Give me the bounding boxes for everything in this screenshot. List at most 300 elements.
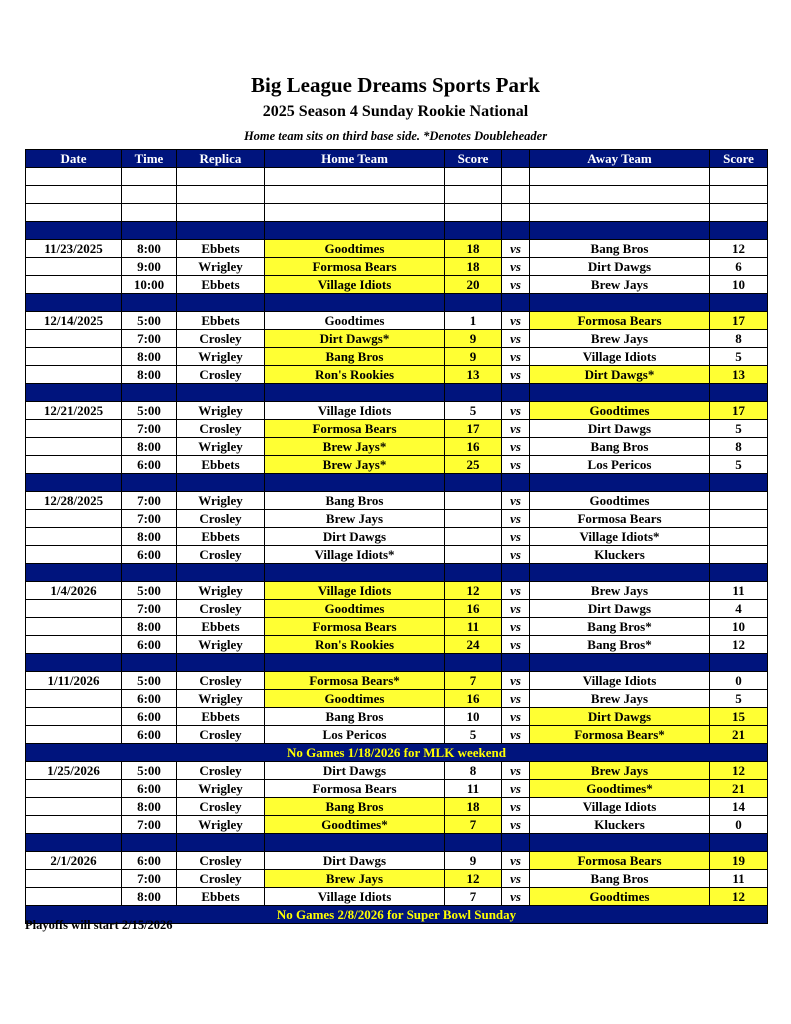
empty-cell <box>122 474 177 492</box>
away-team: Dirt Dawgs <box>530 258 710 276</box>
empty-cell <box>177 834 265 852</box>
vs-label: vs <box>502 870 530 888</box>
away-team: Bang Bros <box>530 438 710 456</box>
empty-cell <box>710 654 768 672</box>
away-score: 10 <box>710 618 768 636</box>
empty-cell <box>710 834 768 852</box>
home-team: Village Idiots <box>265 888 445 906</box>
home-score: 24 <box>445 636 502 654</box>
away-team: Bang Bros* <box>530 618 710 636</box>
home-team: Los Pericos <box>265 726 445 744</box>
home-score: 8 <box>445 762 502 780</box>
home-score: 7 <box>445 816 502 834</box>
game-date <box>26 438 122 456</box>
playoffs-note: Playoffs will start 2/15/2026 <box>25 918 173 932</box>
empty-cell <box>445 186 502 204</box>
empty-cell <box>530 564 710 582</box>
game-date <box>26 708 122 726</box>
separator-row <box>26 474 768 492</box>
vs-label: vs <box>502 690 530 708</box>
away-team: Goodtimes <box>530 492 710 510</box>
schedule-note: Home team sits on third base side. *Denotes Doubleheader <box>243 129 548 143</box>
vs-label: vs <box>502 600 530 618</box>
away-score: 5 <box>710 420 768 438</box>
game-time: 8:00 <box>122 888 177 906</box>
game-time: 7:00 <box>122 510 177 528</box>
empty-cell <box>445 474 502 492</box>
empty-cell <box>265 654 445 672</box>
empty-cell <box>445 564 502 582</box>
game-row <box>26 618 768 636</box>
empty-cell <box>122 294 177 312</box>
game-time: 6:00 <box>122 708 177 726</box>
away-score: 8 <box>710 330 768 348</box>
game-row <box>26 816 768 834</box>
game-time: 6:00 <box>122 852 177 870</box>
away-team: Kluckers <box>530 546 710 564</box>
game-date <box>26 330 122 348</box>
away-score: 21 <box>710 726 768 744</box>
game-replica: Wrigley <box>177 690 265 708</box>
game-row <box>26 330 768 348</box>
game-date <box>26 726 122 744</box>
empty-cell <box>502 294 530 312</box>
home-score: 18 <box>445 258 502 276</box>
home-score: 16 <box>445 438 502 456</box>
game-row <box>26 528 768 546</box>
col-header-away-score: Score <box>710 150 768 168</box>
blank-row <box>26 186 768 204</box>
home-score: 9 <box>445 330 502 348</box>
home-score: 17 <box>445 420 502 438</box>
away-team: Bang Bros <box>530 870 710 888</box>
game-replica: Crosley <box>177 798 265 816</box>
game-time: 8:00 <box>122 438 177 456</box>
game-replica: Ebbets <box>177 312 265 330</box>
vs-label: vs <box>502 330 530 348</box>
empty-cell <box>26 654 122 672</box>
home-score: 12 <box>445 870 502 888</box>
game-row <box>26 582 768 600</box>
vs-label: vs <box>502 726 530 744</box>
vs-label: vs <box>502 780 530 798</box>
game-replica: Wrigley <box>177 636 265 654</box>
home-score <box>445 546 502 564</box>
vs-label: vs <box>502 366 530 384</box>
away-score: 12 <box>710 636 768 654</box>
home-team: Brew Jays <box>265 510 445 528</box>
empty-cell <box>710 294 768 312</box>
vs-label: vs <box>502 348 530 366</box>
vs-label: vs <box>502 816 530 834</box>
empty-cell <box>710 186 768 204</box>
empty-cell <box>530 186 710 204</box>
separator-row <box>26 564 768 582</box>
away-team: Dirt Dawgs <box>530 600 710 618</box>
away-score <box>710 510 768 528</box>
home-team: Goodtimes <box>265 240 445 258</box>
game-date <box>26 456 122 474</box>
away-score: 11 <box>710 582 768 600</box>
separator-row <box>26 384 768 402</box>
vs-label: vs <box>502 258 530 276</box>
game-row <box>26 852 768 870</box>
game-date: 2/1/2026 <box>26 852 122 870</box>
game-row <box>26 672 768 690</box>
empty-cell <box>122 186 177 204</box>
empty-cell <box>445 384 502 402</box>
empty-cell <box>710 222 768 240</box>
vs-label: vs <box>502 510 530 528</box>
away-score: 15 <box>710 708 768 726</box>
game-time: 8:00 <box>122 528 177 546</box>
col-header-replica: Replica <box>177 150 265 168</box>
home-team: Formosa Bears <box>265 258 445 276</box>
game-date: 12/21/2025 <box>26 402 122 420</box>
vs-label: vs <box>502 546 530 564</box>
away-team: Village Idiots <box>530 348 710 366</box>
home-team: Brew Jays <box>265 870 445 888</box>
game-row <box>26 312 768 330</box>
away-score: 19 <box>710 852 768 870</box>
home-team: Village Idiots* <box>265 546 445 564</box>
empty-cell <box>265 204 445 222</box>
away-score: 12 <box>710 762 768 780</box>
home-team: Goodtimes <box>265 600 445 618</box>
game-replica: Wrigley <box>177 258 265 276</box>
separator-row <box>26 294 768 312</box>
away-team: Bang Bros* <box>530 636 710 654</box>
empty-cell <box>26 834 122 852</box>
vs-label: vs <box>502 888 530 906</box>
game-row <box>26 636 768 654</box>
empty-cell <box>502 564 530 582</box>
col-header-time: Time <box>122 150 177 168</box>
away-team: Los Pericos <box>530 456 710 474</box>
away-team: Brew Jays <box>530 582 710 600</box>
game-row <box>26 546 768 564</box>
game-date <box>26 546 122 564</box>
home-score: 5 <box>445 726 502 744</box>
game-time: 5:00 <box>122 672 177 690</box>
away-team: Dirt Dawgs <box>530 708 710 726</box>
home-score: 20 <box>445 276 502 294</box>
home-team: Brew Jays* <box>265 438 445 456</box>
game-time: 5:00 <box>122 312 177 330</box>
game-date <box>26 816 122 834</box>
home-team: Brew Jays* <box>265 456 445 474</box>
home-score <box>445 492 502 510</box>
empty-cell <box>502 186 530 204</box>
game-replica: Crosley <box>177 672 265 690</box>
game-row <box>26 492 768 510</box>
game-date <box>26 528 122 546</box>
empty-cell <box>26 186 122 204</box>
home-score: 12 <box>445 582 502 600</box>
game-date: 11/23/2025 <box>26 240 122 258</box>
home-team: Goodtimes <box>265 690 445 708</box>
away-team: Formosa Bears <box>530 510 710 528</box>
away-score: 5 <box>710 348 768 366</box>
home-team: Dirt Dawgs <box>265 528 445 546</box>
home-team: Formosa Bears <box>265 618 445 636</box>
vs-label: vs <box>502 582 530 600</box>
game-row <box>26 438 768 456</box>
game-row <box>26 240 768 258</box>
game-replica: Wrigley <box>177 348 265 366</box>
home-score: 7 <box>445 672 502 690</box>
home-team: Formosa Bears* <box>265 672 445 690</box>
empty-cell <box>502 168 530 186</box>
empty-cell <box>710 474 768 492</box>
game-time: 5:00 <box>122 762 177 780</box>
game-time: 5:00 <box>122 402 177 420</box>
game-time: 8:00 <box>122 798 177 816</box>
game-row <box>26 402 768 420</box>
game-replica: Ebbets <box>177 456 265 474</box>
game-date: 12/14/2025 <box>26 312 122 330</box>
game-date <box>26 690 122 708</box>
empty-cell <box>122 834 177 852</box>
home-score: 11 <box>445 618 502 636</box>
col-header-home-score: Score <box>445 150 502 168</box>
empty-cell <box>265 168 445 186</box>
away-score: 10 <box>710 276 768 294</box>
game-time: 8:00 <box>122 240 177 258</box>
game-date: 1/25/2026 <box>26 762 122 780</box>
away-team: Goodtimes <box>530 402 710 420</box>
empty-cell <box>502 222 530 240</box>
game-time: 7:00 <box>122 600 177 618</box>
game-replica: Ebbets <box>177 276 265 294</box>
empty-cell <box>177 222 265 240</box>
away-score: 6 <box>710 258 768 276</box>
game-row <box>26 798 768 816</box>
game-date <box>26 888 122 906</box>
blank-row <box>26 168 768 186</box>
game-date: 12/28/2025 <box>26 492 122 510</box>
game-time: 7:00 <box>122 492 177 510</box>
game-replica: Crosley <box>177 510 265 528</box>
away-score: 17 <box>710 402 768 420</box>
vs-label: vs <box>502 528 530 546</box>
game-replica: Crosley <box>177 330 265 348</box>
empty-cell <box>177 204 265 222</box>
away-score: 8 <box>710 438 768 456</box>
empty-cell <box>530 474 710 492</box>
home-score: 5 <box>445 402 502 420</box>
home-team: Formosa Bears <box>265 780 445 798</box>
game-replica: Crosley <box>177 420 265 438</box>
away-score: 14 <box>710 798 768 816</box>
game-time: 5:00 <box>122 582 177 600</box>
empty-cell <box>530 294 710 312</box>
game-date <box>26 618 122 636</box>
home-score: 1 <box>445 312 502 330</box>
game-row <box>26 348 768 366</box>
game-date <box>26 510 122 528</box>
home-score: 10 <box>445 708 502 726</box>
vs-label: vs <box>502 852 530 870</box>
home-score: 9 <box>445 852 502 870</box>
empty-cell <box>530 222 710 240</box>
table-header-row <box>26 150 768 168</box>
col-header-date: Date <box>26 150 122 168</box>
schedule-body <box>26 168 768 924</box>
game-row <box>26 888 768 906</box>
away-team: Formosa Bears <box>530 852 710 870</box>
empty-cell <box>710 384 768 402</box>
vs-label: vs <box>502 708 530 726</box>
game-row <box>26 510 768 528</box>
empty-cell <box>122 564 177 582</box>
page-title: Big League Dreams Sports Park <box>251 73 540 97</box>
empty-cell <box>530 834 710 852</box>
vs-label: vs <box>502 636 530 654</box>
empty-cell <box>445 654 502 672</box>
game-replica: Wrigley <box>177 816 265 834</box>
away-score <box>710 492 768 510</box>
away-team: Village Idiots <box>530 672 710 690</box>
col-header-away-team: Away Team <box>530 150 710 168</box>
home-score: 16 <box>445 600 502 618</box>
vs-label: vs <box>502 276 530 294</box>
separator-row <box>26 222 768 240</box>
empty-cell <box>122 204 177 222</box>
empty-cell <box>177 186 265 204</box>
game-replica: Crosley <box>177 762 265 780</box>
vs-label: vs <box>502 672 530 690</box>
game-time: 10:00 <box>122 276 177 294</box>
game-replica: Crosley <box>177 726 265 744</box>
game-time: 7:00 <box>122 330 177 348</box>
away-team: Bang Bros <box>530 240 710 258</box>
empty-cell <box>530 168 710 186</box>
empty-cell <box>445 834 502 852</box>
away-team: Goodtimes* <box>530 780 710 798</box>
away-team: Brew Jays <box>530 330 710 348</box>
away-score: 12 <box>710 888 768 906</box>
empty-cell <box>26 564 122 582</box>
empty-cell <box>530 384 710 402</box>
game-replica: Crosley <box>177 852 265 870</box>
game-replica: Wrigley <box>177 402 265 420</box>
home-score: 18 <box>445 240 502 258</box>
game-time: 7:00 <box>122 870 177 888</box>
banner-text: No Games 2/8/2026 for Super Bowl Sunday <box>26 906 768 924</box>
away-team: Village Idiots* <box>530 528 710 546</box>
empty-cell <box>26 294 122 312</box>
empty-cell <box>26 222 122 240</box>
game-time: 8:00 <box>122 348 177 366</box>
empty-cell <box>265 834 445 852</box>
vs-label: vs <box>502 240 530 258</box>
home-team: Village Idiots <box>265 402 445 420</box>
blank-row <box>26 204 768 222</box>
empty-cell <box>265 186 445 204</box>
away-score: 5 <box>710 690 768 708</box>
game-time: 8:00 <box>122 618 177 636</box>
away-team: Dirt Dawgs <box>530 420 710 438</box>
away-team: Formosa Bears <box>530 312 710 330</box>
empty-cell <box>445 168 502 186</box>
home-score: 7 <box>445 888 502 906</box>
game-replica: Ebbets <box>177 888 265 906</box>
away-team: Village Idiots <box>530 798 710 816</box>
game-time: 6:00 <box>122 546 177 564</box>
empty-cell <box>26 384 122 402</box>
empty-cell <box>265 474 445 492</box>
game-date: 1/4/2026 <box>26 582 122 600</box>
empty-cell <box>265 294 445 312</box>
empty-cell <box>502 474 530 492</box>
empty-cell <box>122 222 177 240</box>
game-date <box>26 870 122 888</box>
empty-cell <box>265 564 445 582</box>
empty-cell <box>177 294 265 312</box>
game-row <box>26 258 768 276</box>
game-date <box>26 258 122 276</box>
vs-label: vs <box>502 492 530 510</box>
home-team: Bang Bros <box>265 492 445 510</box>
game-time: 6:00 <box>122 780 177 798</box>
game-date <box>26 798 122 816</box>
game-time: 8:00 <box>122 366 177 384</box>
game-date <box>26 276 122 294</box>
empty-cell <box>530 654 710 672</box>
empty-cell <box>502 384 530 402</box>
game-replica: Wrigley <box>177 780 265 798</box>
away-score: 4 <box>710 600 768 618</box>
empty-cell <box>265 222 445 240</box>
game-replica: Crosley <box>177 600 265 618</box>
home-team: Bang Bros <box>265 348 445 366</box>
vs-label: vs <box>502 420 530 438</box>
banner-text: No Games 1/18/2026 for MLK weekend <box>26 744 768 762</box>
empty-cell <box>445 204 502 222</box>
home-team: Goodtimes* <box>265 816 445 834</box>
game-replica: Crosley <box>177 870 265 888</box>
game-row <box>26 366 768 384</box>
empty-cell <box>177 654 265 672</box>
game-row <box>26 600 768 618</box>
game-time: 7:00 <box>122 816 177 834</box>
game-row <box>26 708 768 726</box>
home-score: 13 <box>445 366 502 384</box>
away-score: 13 <box>710 366 768 384</box>
game-time: 7:00 <box>122 420 177 438</box>
vs-label: vs <box>502 618 530 636</box>
game-row <box>26 870 768 888</box>
away-team: Brew Jays <box>530 690 710 708</box>
empty-cell <box>122 384 177 402</box>
col-header-vs <box>502 150 530 168</box>
game-row <box>26 726 768 744</box>
away-team: Kluckers <box>530 816 710 834</box>
home-team: Ron's Rookies <box>265 366 445 384</box>
game-date <box>26 348 122 366</box>
home-score <box>445 528 502 546</box>
game-date <box>26 636 122 654</box>
home-team: Bang Bros <box>265 708 445 726</box>
away-team: Brew Jays <box>530 276 710 294</box>
home-team: Bang Bros <box>265 798 445 816</box>
vs-label: vs <box>502 762 530 780</box>
home-team: Goodtimes <box>265 312 445 330</box>
empty-cell <box>502 834 530 852</box>
no-games-banner <box>26 744 768 762</box>
game-replica: Ebbets <box>177 528 265 546</box>
